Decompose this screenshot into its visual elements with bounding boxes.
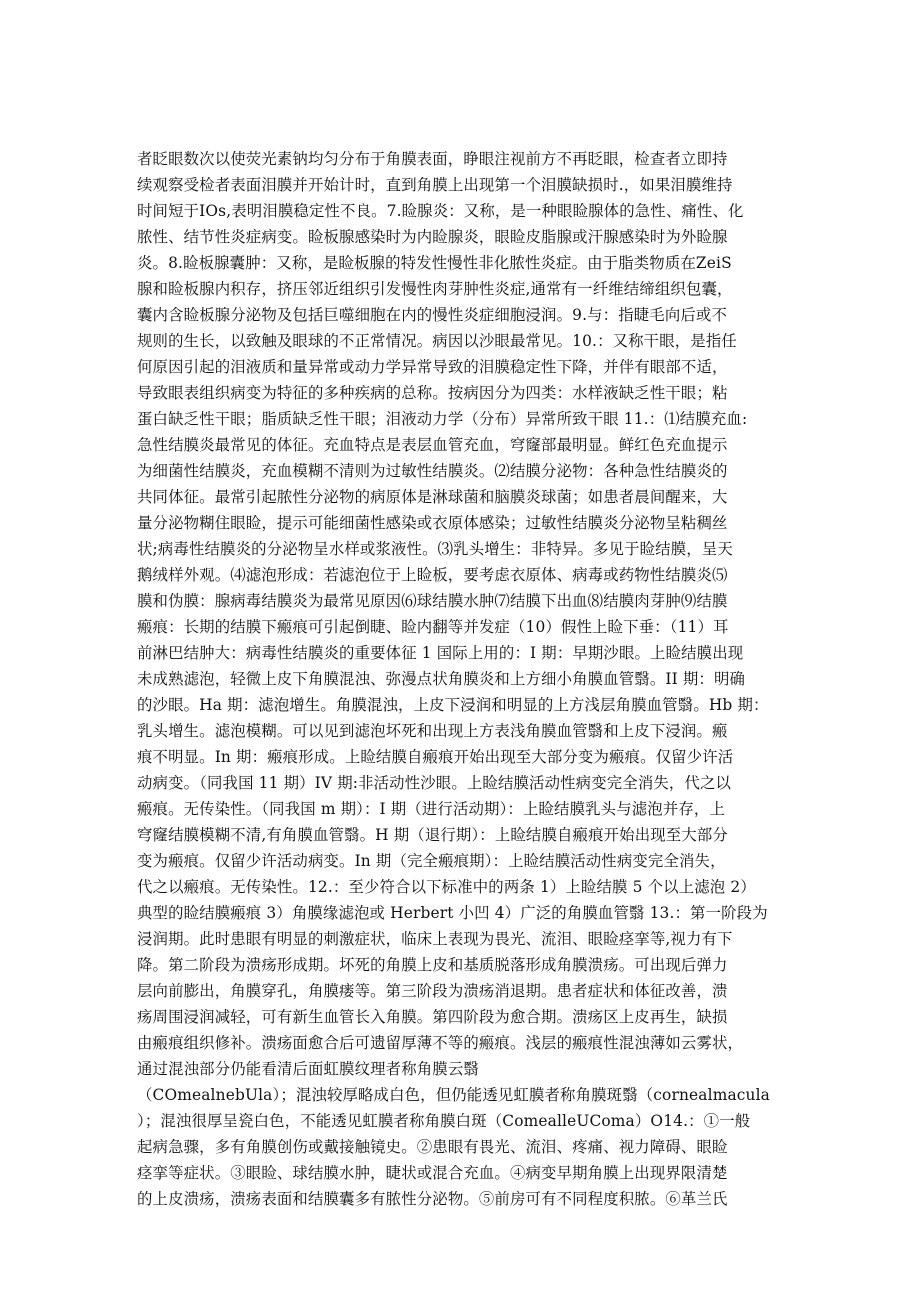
text-line: 穹窿结膜模糊不清,有角膜血管翳。H 期（退行期）：上睑结膜自瘢痕开始出现至大部分	[137, 826, 728, 844]
text-line: 痉挛等症状。③眼睑、球结膜水肿，睫状或混合充血。④病变早期角膜上出现界限清楚	[137, 1164, 728, 1182]
text-line: 典型的睑结膜瘢痕 3）角膜缘滤泡或 Herbert 小凹 4）广泛的角膜血管翳 13.：第一阶段为	[137, 904, 768, 922]
text-line: 的沙眼。Ha 期：滤泡增生。角膜混浊，上皮下浸润和明显的上方浅层角膜血管翳。Hb 期：	[137, 696, 769, 714]
text-line: 脓性、结节性炎症病变。睑板腺感染时为内睑腺炎，眼睑皮脂腺或汗腺感染时为外睑腺	[137, 228, 728, 246]
text-line: 前淋巴结肿大：病毒性结膜炎的重要体征 1 国际上用的：I 期：早期沙眼。上睑结膜出现	[137, 644, 744, 662]
text-line: 续观察受检者表面泪膜并开始计时，直到角膜上出现第一个泪膜缺损时.，如果泪膜维持	[137, 176, 733, 194]
text-line: 起病急骤，多有角膜创伤或戴接触镜史。②患眼有畏光、流泪、疼痛、视力障碍、眼睑	[137, 1138, 728, 1156]
text-line: 共同体征。最常引起脓性分泌物的病原体是淋球菌和脑膜炎球菌；如患者晨间醒来，大	[137, 488, 728, 506]
text-line: 的上皮溃疡，溃疡表面和结膜囊多有脓性分泌物。⑤前房可有不同程度积脓。⑥革兰氏	[137, 1190, 728, 1208]
text-line: 囊内含睑板腺分泌物及包括巨噬细胞在内的慢性炎症细胞浸润。9.与：指睫毛向后或不	[137, 306, 727, 324]
text-line: 浸润期。此时患眼有明显的刺激症状，临床上表现为畏光、流泪、眼睑痉挛等,视力有下	[137, 930, 733, 948]
text-line: 鹅绒样外观。⑷滤泡形成：若滤泡位于上睑板，要考虑衣原体、病毒或药物性结膜炎⑸	[137, 566, 728, 584]
text-line: 痕不明显。In 期：瘢痕形成。上睑结膜自瘢痕开始出现至大部分变为瘢痕。仅留少许活	[137, 748, 734, 766]
text-line: 瘢痕：长期的结膜下瘢痕可引起倒睫、睑内翻等并发症（10）假性上睑下垂：（11）耳	[137, 618, 729, 636]
text-line: 疡周围浸润减轻，可有新生血管长入角膜。第四阶段为愈合期。溃疡区上皮再生，缺损	[137, 1008, 728, 1026]
text-line: 炎。8.睑板腺囊肿：又称，是睑板腺的特发性慢性非化脓性炎症。由于脂类物质在ZeiS	[137, 254, 732, 272]
text-line: 由瘢痕组织修补。溃疡面愈合后可遗留厚薄不等的瘢痕。浅层的瘢痕性混浊薄如云雾状，	[137, 1034, 744, 1052]
text-line: 腺和睑板腺内积存，挤压邻近组织引发慢性肉芽肿性炎症,通常有一纤维结缔组织包囊，	[137, 280, 733, 298]
text-line: 未成熟滤泡，轻微上皮下角膜混浊、弥漫点状角膜炎和上方细小角膜血管翳。II 期：明确	[137, 670, 746, 688]
body-text	[137, 146, 792, 1212]
text-line: 为细菌性结膜炎，充血模糊不清则为过敏性结膜炎。⑵结膜分泌物：各种急性结膜炎的	[137, 462, 728, 480]
text-line: 代之以瘢痕。无传染性。12.：至少符合以下标准中的两条 1）上睑结膜 5 个以上滤泡 2）	[137, 878, 756, 896]
text-line: 蛋白缺乏性干眼；脂质缺乏性干眼；泪液动力学（分布）异常所致干眼 11.：⑴结膜充血:	[137, 410, 748, 428]
text-line: 层向前膨出，角膜穿孔，角膜瘘等。第三阶段为溃疡消退期。患者症状和体征改善，溃	[137, 982, 728, 1000]
text-line: 变为瘢痕。仅留少许活动病变。In 期（完全瘢痕期）：上睑结膜活动性病变完全消失，	[137, 852, 726, 870]
text-line: 通过混浊部分仍能看清后面虹膜纹理者称角膜云翳	[137, 1060, 479, 1078]
text-line: 何原因引起的泪液质和量异常或动力学异常导致的泪膜稳定性下降，并伴有眼部不适，	[137, 358, 728, 376]
text-line: 动病变。（同我国 11 期）IV 期:非活动性沙眼。上睑结膜活动性病变完全消失，代之以	[137, 774, 732, 792]
text-line: 急性结膜炎最常见的体征。充血特点是表层血管充血，穹窿部最明显。鲜红色充血提示	[137, 436, 728, 454]
text-line: 量分泌物糊住眼睑，提示可能细菌性感染或衣原体感染；过敏性结膜炎分泌物呈粘稠丝	[137, 514, 728, 532]
text-line: ）；混浊很厚呈瓷白色，不能透见虹膜者称角膜白斑（ComealleUComa）O14.：①一般	[137, 1112, 751, 1130]
text-line: 者眨眼数次以使荧光素钠均匀分布于角膜表面，睁眼注视前方不再眨眼，检查者立即持	[137, 150, 728, 168]
text-line: 膜和伪膜：腺病毒结膜炎为最常见原因⑹球结膜水肿⑺结膜下出血⑻结膜肉芽肿⑼结膜	[137, 592, 728, 610]
text-line: 降。第二阶段为溃疡形成期。坏死的角膜上皮和基质脱落形成角膜溃疡。可出现后弹力	[137, 956, 728, 974]
text-line: 导致眼表组织病变为特征的多种疾病的总称。按病因分为四类：水样液缺乏性干眼；粘	[137, 384, 728, 402]
text-line: （COmealnebUla）；混浊较厚略成白色，但仍能透见虹膜者称角膜斑翳（cornealmacula	[137, 1086, 771, 1104]
text-line: 时间短于IOs,表明泪膜稳定性不良。7.睑腺炎：又称，是一种眼睑腺体的急性、痛性、化	[137, 202, 744, 220]
text-line: 乳头增生。滤泡模糊。可以见到滤泡坏死和出现上方表浅角膜血管翳和上皮下浸润。瘢	[137, 722, 728, 740]
text-line: 状;病毒性结膜炎的分泌物呈水样或浆液性。⑶乳头增生：非特异。多见于睑结膜，呈天	[137, 540, 733, 558]
text-line: 瘢痕。无传染性。（同我国 m 期）：I 期（进行活动期）：上睑结膜乳头与滤泡并存，上	[137, 800, 726, 818]
text-line: 规则的生长，以致触及眼球的不正常情况。病因以沙眼最常见。10.：又称干眼，是指任	[137, 332, 737, 350]
